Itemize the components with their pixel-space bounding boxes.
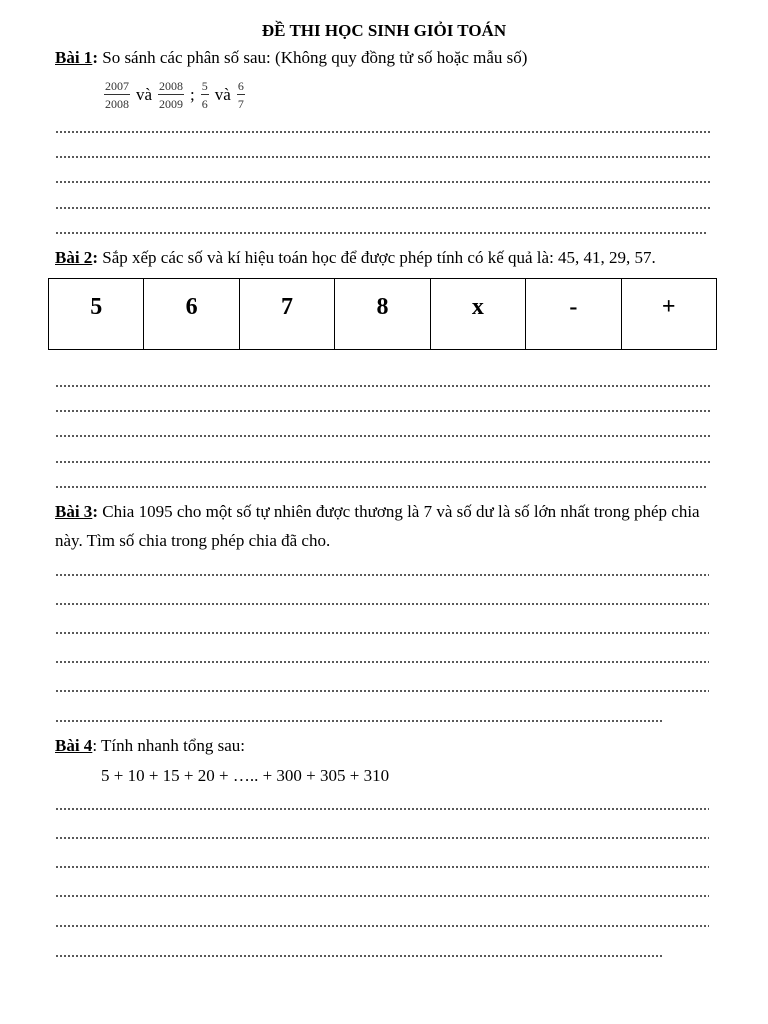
fraction-2: $\frac{2008}{2009}$ [159, 79, 184, 111]
problem-3-text: Chia 1095 cho một số tự nhiên được thương là 7 và số dư là số lớn nhất trong phép chia này. Tìm số chia trong phép chia đã cho. [55, 502, 700, 550]
problem-1-text: So sánh các phân số sau: (Không quy đồng tử số hoặc mẫu số) [97, 48, 528, 67]
answer-line[interactable] [55, 720, 664, 722]
problem-1-statement [55, 47, 715, 69]
and-word-2: và [214, 85, 231, 104]
tile-multiply: x [430, 279, 525, 350]
problem-1-label: Bài 1: [55, 48, 98, 67]
answer-line[interactable] [55, 156, 712, 158]
answer-line[interactable] [55, 486, 708, 488]
answer-line[interactable] [55, 837, 709, 839]
answer-line[interactable] [55, 461, 712, 463]
sum-expression: 5 + 10 + 15 + 20 + ….. + 300 + 305 + 310 [101, 766, 390, 785]
fraction-4: $\frac{6}{7}$ [237, 79, 244, 111]
problem-3-statement [55, 497, 715, 555]
answer-line[interactable] [55, 435, 712, 437]
problem-2-text: Sắp xếp các số và kí hiệu toán học để được phép tính có kế quả là: 45, 41, 29, 57. [97, 248, 656, 267]
tile-7: 7 [239, 279, 334, 350]
answer-line[interactable] [55, 574, 709, 576]
and-word-1: và [136, 85, 153, 104]
answer-line[interactable] [55, 895, 709, 897]
answer-line[interactable] [55, 603, 709, 605]
fraction-1: $\frac{2007}{2008}$ [105, 79, 129, 111]
tile-5: 5 [49, 279, 144, 350]
exam-title: ĐỀ THI HỌC SINH GIỎI TOÁN [261, 21, 507, 40]
answer-line[interactable] [55, 925, 709, 927]
answer-line[interactable] [55, 866, 709, 868]
problem-2-statement [55, 247, 715, 269]
fraction-3: $\frac{5}{6}$ [201, 79, 208, 111]
answer-line[interactable] [55, 661, 709, 663]
tile-plus: + [621, 279, 716, 350]
answer-line[interactable] [55, 232, 708, 234]
answer-line[interactable] [55, 808, 709, 810]
problem-4-text: Tính nhanh tổng sau: [97, 736, 245, 755]
problem-3-label: Bài 3: [55, 502, 98, 521]
answer-line[interactable] [55, 385, 712, 387]
number-tiles-table [48, 278, 717, 350]
answer-line[interactable] [55, 955, 664, 957]
answer-line[interactable] [55, 131, 712, 133]
answer-line[interactable] [55, 690, 709, 692]
problem-2-label: Bài 2: [55, 248, 98, 267]
tile-6: 6 [144, 279, 239, 350]
answer-line[interactable] [55, 181, 712, 183]
problem-4-label: Bài 4 [55, 736, 93, 755]
answer-line[interactable] [55, 632, 709, 634]
problem-4-statement: Bài 4: Tính nhanh tổng sau: [55, 736, 245, 755]
separator: ; [190, 85, 195, 104]
problem-1-fractions [104, 79, 245, 111]
answer-line[interactable] [55, 207, 712, 209]
tile-minus: - [526, 279, 621, 350]
tile-8: 8 [335, 279, 430, 350]
answer-line[interactable] [55, 410, 712, 412]
